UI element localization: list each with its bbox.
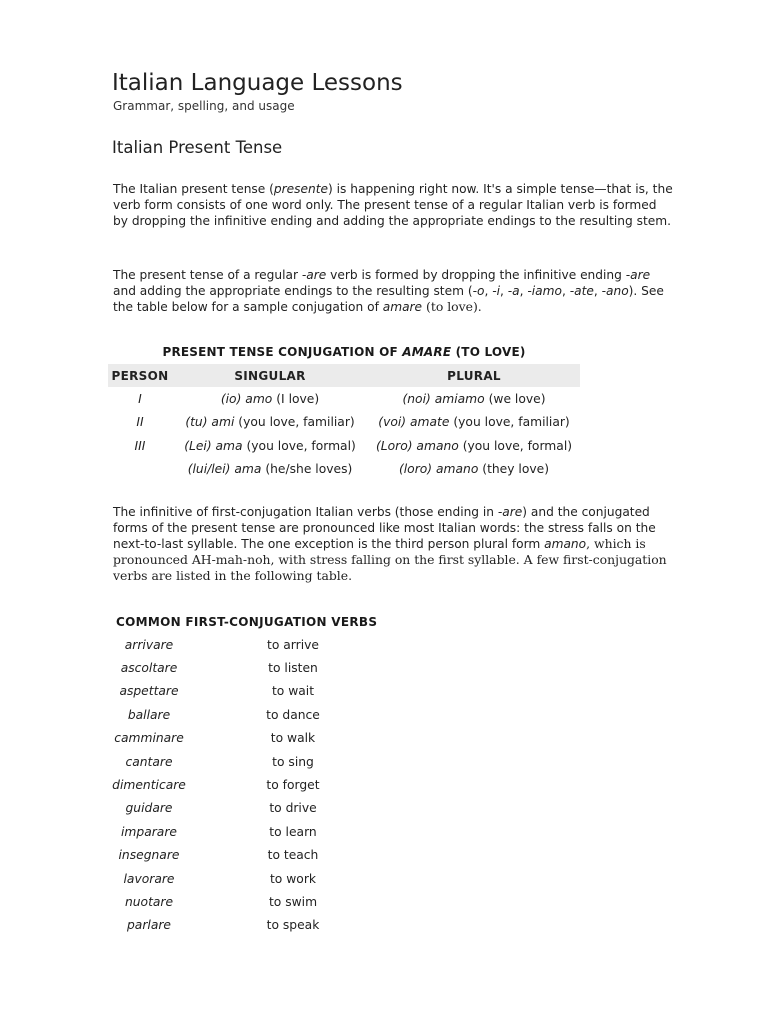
site-title: Italian Language Lessons <box>112 70 403 96</box>
italic-term: -i <box>492 284 500 298</box>
singular-english: (I love) <box>272 391 320 406</box>
plural-italian: (loro) amano <box>398 462 479 477</box>
singular-english: (you love, formal) <box>242 438 356 453</box>
verb-row <box>108 844 396 867</box>
verb-italian: insegnare <box>118 848 180 863</box>
verb-translation: to arrive <box>267 637 319 652</box>
verbs-table <box>108 633 396 937</box>
verbs-table-heading: COMMON FIRST-CONJUGATION VERBS <box>116 615 378 629</box>
verb-row <box>108 914 396 937</box>
singular-italian: (tu) ami <box>185 415 235 430</box>
conjugation-header-row <box>108 364 580 387</box>
person-label: II <box>136 415 144 430</box>
verb-translation: to sing <box>272 754 314 769</box>
plural-english: (you love, familiar) <box>449 415 570 430</box>
verb-row <box>108 820 396 843</box>
intro-paragraph <box>113 181 673 229</box>
verb-italian: lavorare <box>123 871 175 886</box>
verb-italian: ballare <box>127 707 171 722</box>
verb-italian: guidare <box>125 801 173 816</box>
verb-italian: aspettare <box>119 684 179 699</box>
site-subtitle: Grammar, spelling, and usage <box>113 99 295 113</box>
italic-term: -a <box>507 284 520 298</box>
header-person: PERSON <box>108 364 172 387</box>
text-run: , <box>519 284 528 298</box>
italic-term: presente <box>273 182 329 196</box>
formation-paragraph <box>113 267 673 315</box>
plural-english: (you love, formal) <box>458 438 573 453</box>
conjugation-row <box>108 434 580 458</box>
verb-translation: to swim <box>268 894 318 909</box>
verb-infinitive <box>108 867 190 890</box>
conjugation-table-caption <box>108 345 580 359</box>
conjugation-row <box>108 411 580 435</box>
plural-italian: (noi) amiamo <box>402 391 485 406</box>
verb-italian: dimenticare <box>112 778 186 793</box>
caption-verb: AMARE <box>402 345 452 359</box>
verb-infinitive <box>108 727 190 750</box>
verb-translation: to listen <box>268 661 318 676</box>
verb-infinitive <box>108 680 190 703</box>
text-run: , <box>593 284 602 298</box>
verb-italian: camminare <box>114 731 184 746</box>
singular-cell <box>172 387 368 411</box>
text-run: , <box>499 284 508 298</box>
verb-translation: to forget <box>266 778 320 793</box>
verb-row <box>108 890 396 913</box>
verb-row <box>108 703 396 726</box>
verb-infinitive <box>108 750 190 773</box>
text-run: (to love). <box>422 299 482 314</box>
person-label: III <box>134 438 146 453</box>
verb-infinitive <box>108 797 190 820</box>
verb-italian: imparare <box>121 824 177 839</box>
text-run: ). See the table below for a sample conjugation of <box>113 284 664 314</box>
article-title: Italian Present Tense <box>112 138 283 157</box>
italic-term: -iamo <box>527 284 562 298</box>
verb-italian: arrivare <box>124 637 174 652</box>
singular-italian: (lui/lei) ama <box>187 462 262 477</box>
verb-row <box>108 727 396 750</box>
verb-translation: to walk <box>270 731 316 746</box>
italic-term: -are <box>625 268 651 282</box>
text-run: ) is happening right now. It's a simple tense—that is, the verb form consists of one word only. The present tense of a regular Italian verb is formed by dropping the infinitive ending and adding the appropriate endings to the resulting stem. <box>113 182 673 228</box>
italic-term: amano <box>544 537 587 551</box>
italic-term: -o <box>472 284 485 298</box>
singular-italian: (io) amo <box>220 391 273 406</box>
singular-english: (he/she loves) <box>261 462 353 477</box>
singular-cell <box>172 411 368 435</box>
verb-row <box>108 773 396 796</box>
verb-infinitive <box>108 703 190 726</box>
text-run: verb is formed by dropping the infinitive ending <box>326 268 626 282</box>
verb-translation: to work <box>269 871 316 886</box>
conjugation-table <box>108 364 580 481</box>
text-run: The present tense of a regular <box>113 268 302 282</box>
verb-row <box>108 656 396 679</box>
caption-suffix: (TO LOVE) <box>451 345 526 359</box>
verb-italian: ascoltare <box>120 661 178 676</box>
person-label: I <box>138 391 142 406</box>
verb-infinitive <box>108 844 190 867</box>
header-singular: SINGULAR <box>172 364 368 387</box>
verb-row <box>108 867 396 890</box>
header-plural: PLURAL <box>368 364 580 387</box>
verb-row <box>108 797 396 820</box>
verb-infinitive <box>108 773 190 796</box>
verb-infinitive <box>108 820 190 843</box>
verb-translation: to speak <box>266 918 320 933</box>
text-run: , which is pronounced AH-mah-noh, with stress falling on the first syllable. A few first-conjugation verbs are listed in the following table. <box>113 536 667 583</box>
verb-translation: to dance <box>266 707 320 722</box>
singular-cell <box>172 434 368 458</box>
verb-translation: to teach <box>267 848 319 863</box>
verb-translation: to learn <box>269 824 317 839</box>
conjugation-row <box>108 387 580 411</box>
text-run: , <box>561 284 570 298</box>
caption-prefix: PRESENT TENSE CONJUGATION OF <box>162 345 403 359</box>
person-cell <box>108 411 172 435</box>
text-run: The infinitive of first-conjugation Italian verbs (those ending in <box>113 505 498 519</box>
plural-cell <box>368 387 580 411</box>
verb-italian: parlare <box>127 918 171 933</box>
verb-italian: nuotare <box>124 894 174 909</box>
plural-italian: (Loro) amano <box>375 438 459 453</box>
text-run: The Italian present tense ( <box>113 182 274 196</box>
italic-term: -ano <box>601 284 629 298</box>
person-cell <box>108 458 172 482</box>
verb-translation: to drive <box>269 801 317 816</box>
verb-row <box>108 680 396 703</box>
conjugation-row <box>108 458 580 482</box>
text-run: ) and the conjugated forms of the present tense are pronounced like most Italian words: the stress falls on the next-to-last syllable. The one exception is the third person plural form <box>113 505 656 551</box>
singular-english: (you love, familiar) <box>234 415 355 430</box>
verb-translation: to wait <box>271 684 315 699</box>
verb-row <box>108 633 396 656</box>
verb-italian: cantare <box>125 754 173 769</box>
person-cell <box>108 434 172 458</box>
text-run: and adding the appropriate endings to the resulting stem ( <box>113 284 473 298</box>
verb-infinitive <box>108 914 190 937</box>
plural-italian: (voi) amate <box>378 415 450 430</box>
plural-english: (we love) <box>484 391 546 406</box>
plural-cell <box>368 458 580 482</box>
plural-cell <box>368 411 580 435</box>
verb-infinitive <box>108 656 190 679</box>
person-cell <box>108 387 172 411</box>
verb-infinitive <box>108 890 190 913</box>
plural-english: (they love) <box>478 462 550 477</box>
verb-infinitive <box>108 633 190 656</box>
plural-cell <box>368 434 580 458</box>
italic-term: -are <box>497 505 523 519</box>
singular-italian: (Lei) ama <box>184 438 243 453</box>
pronunciation-paragraph <box>113 504 673 584</box>
verb-row <box>108 750 396 773</box>
italic-term: amare <box>382 300 423 314</box>
text-run: , <box>484 284 493 298</box>
italic-term: -are <box>301 268 327 282</box>
singular-cell <box>172 458 368 482</box>
italic-term: -ate <box>569 284 594 298</box>
